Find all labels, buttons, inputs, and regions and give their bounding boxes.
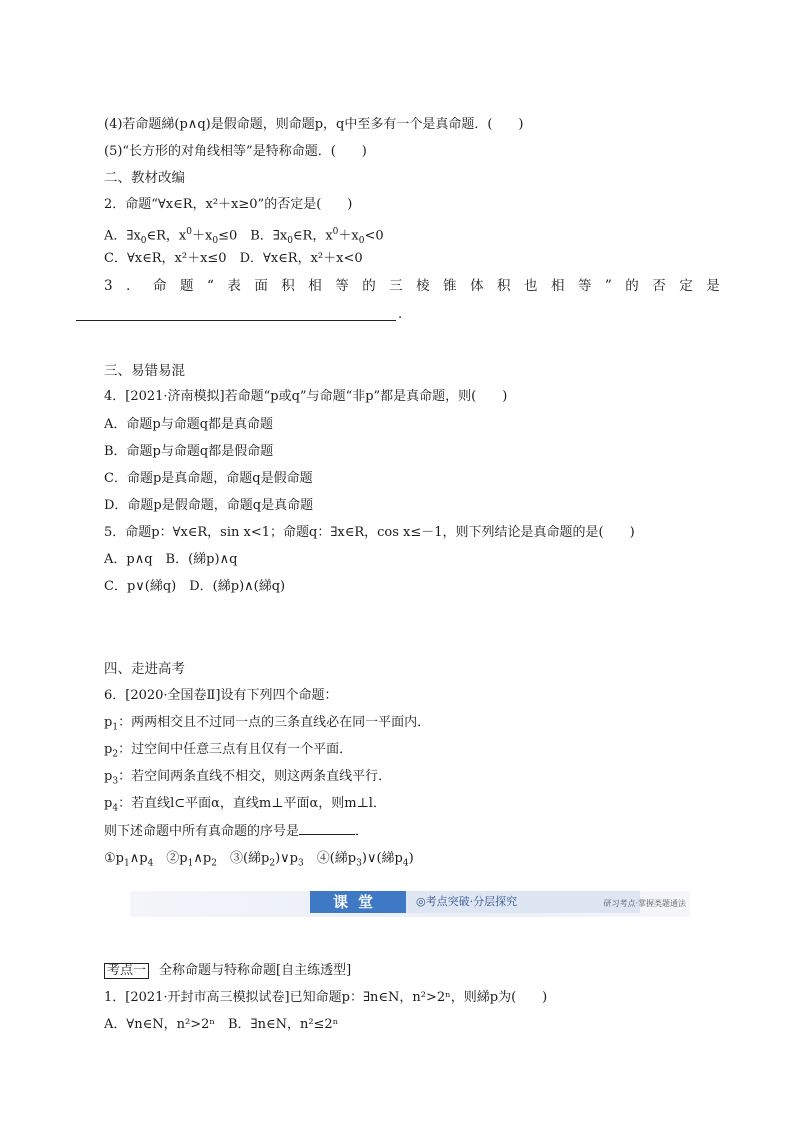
- question-4-option-c: C．命题p是真命题，命题q是假命题: [104, 471, 313, 486]
- question-2-options-ab: A．$\exists x_0\in R$，$x^0+x_0\le 0$ B．$\exists x_0\in R$，$x^0+x_0<0$: [104, 227, 384, 246]
- kaodian-question-1-options-ab: A．∀n∈N，n²>2ⁿ B．∃n∈N，n²≤2ⁿ: [104, 1017, 339, 1032]
- answer-blank-period: .: [398, 307, 403, 322]
- question-2-stem: 2．命题“∀x∈R，x²＋x≥0”的否定是( ): [104, 197, 353, 212]
- answer-blank[interactable]: [299, 822, 355, 835]
- section-heading-gaokao: 四、走进高考: [104, 661, 185, 677]
- proposition-p4: $p_4$：若直线l⊂平面α，直线m⊥平面α，则m⊥l．: [104, 796, 386, 814]
- kaodian-box: 考点一: [104, 963, 149, 979]
- section-heading-textbook: 二、教材改编: [104, 170, 185, 186]
- proposition-p3: $p_3$：若空间两条直线不相交，则这两条直线平行．: [104, 769, 392, 787]
- question-4-option-b: B．命题p与命题q都是假命题: [104, 444, 274, 459]
- question-2-options-cd: C．∀x∈R，x²＋x≤0 D．∀x∈R，x²＋x<0: [104, 251, 363, 266]
- question-4-option-a: A．命题p与命题q都是真命题: [104, 417, 274, 432]
- question-4-option-d: D．命题p是假命题，命题q是真命题: [104, 498, 314, 513]
- question-6-stem: 6．[2020·全国卷Ⅱ]设有下列四个命题：: [104, 688, 338, 703]
- banner-title: 课堂: [310, 891, 406, 913]
- question-6-options: $①p_1\wedge p_4$ $②p_1\wedge p_2$ ③(綈$p_2)\vee p_3$ ④(綈$p_3)\vee$(綈$p_4$): [104, 851, 414, 869]
- question-5-options-cd: C．p∨(綈q) D．(綈p)∧(綈q): [104, 579, 286, 594]
- question-3-stem: 3 ． 命 题 “ 表 面 积 相 等 的 三 棱 锥 体 积 也 相 等 ” 的 否 定 是: [104, 278, 720, 294]
- question-5-true-false: (5)“长方形的对角线相等”是特称命题．( ): [104, 144, 367, 159]
- question-6-ask: 则下述命题中所有真命题的序号是 ．: [104, 824, 369, 839]
- proposition-p1: $p_1$：两两相交且不过同一点的三条直线必在同一平面内．: [104, 715, 431, 733]
- proposition-p2: $p_2$：过空间中任意三点有且仅有一个平面．: [104, 742, 353, 760]
- question-4-stem: 4．[2021·济南模拟]若命题“p或q”与命题“非p”都是真命题，则( ): [104, 389, 508, 404]
- banner-subtitle: ◎考点突破·分层探究: [416, 895, 518, 908]
- question-4-true-false: (4)若命题綈(p∧q)是假命题，则命题p，q中至多有一个是真命题．( ): [104, 117, 524, 132]
- answer-blank-line: [76, 320, 396, 321]
- kaodian-question-1-stem: 1．[2021·开封市高三模拟试卷]已知命题p：∃n∈N，n²>2ⁿ，则綈p为( ): [104, 990, 548, 1005]
- question-5-stem: 5．命题p：∀x∈R，sin x<1；命题q：∃x∈R，cos x≤－1，则下列结论是真命题的是( ): [104, 525, 635, 540]
- banner-tagline: 研习考点·掌握类题通法: [603, 899, 686, 908]
- kaodian-heading: 考点一 全称命题与特称命题[自主练透型]: [104, 962, 351, 980]
- classroom-banner: [130, 891, 690, 917]
- section-heading-error-prone: 三、易错易混: [104, 363, 185, 379]
- question-5-options-ab: A．p∧q B．(綈p)∧q: [104, 552, 238, 567]
